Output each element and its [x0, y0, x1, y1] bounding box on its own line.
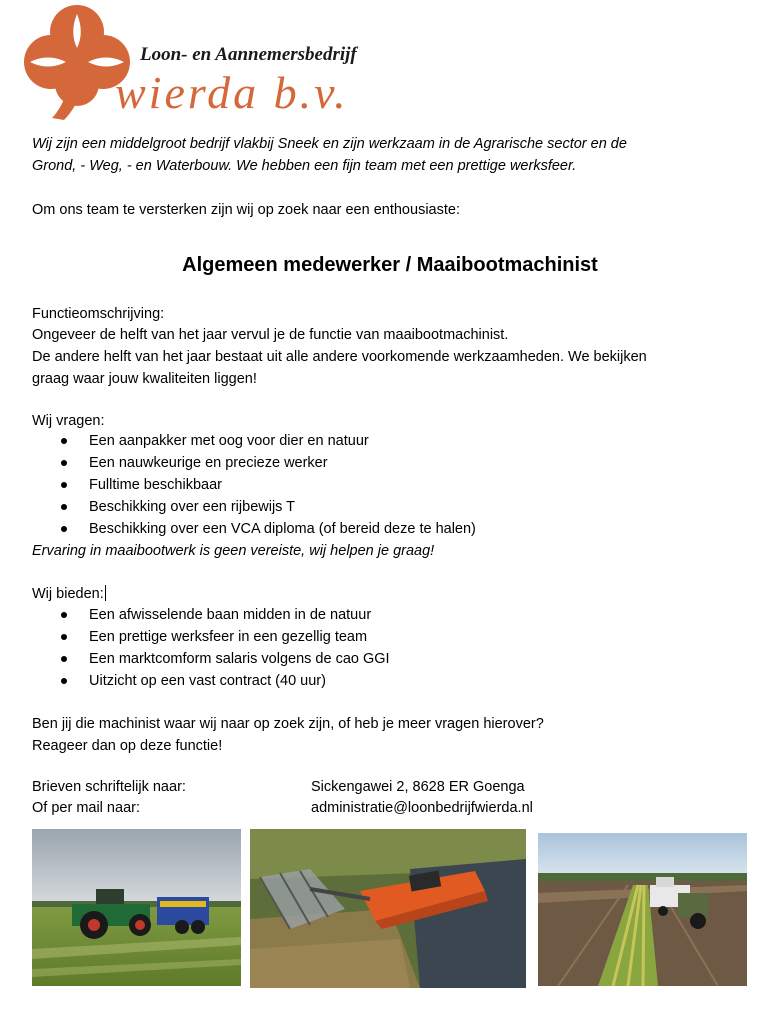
- list-item: Fulltime beschikbaar: [32, 474, 476, 496]
- description-line-1: Ongeveer de helft van het jaar vervul je de functie van maaibootmachinist.: [32, 327, 509, 343]
- list-item: Een prettige werksfeer in een gezellig team: [32, 626, 390, 648]
- list-item: Beschikking over een VCA diploma (of bereid deze te halen): [32, 518, 476, 540]
- list-item: Beschikking over een rijbewijs T: [32, 496, 476, 518]
- intro-line-2: Grond, - Weg, - en Waterbouw. We hebben een fijn team met een prettige werksfeer.: [32, 158, 577, 174]
- list-item: Een afwisselende baan midden in de natuur: [32, 604, 390, 626]
- requirements-label: Wij vragen:: [32, 413, 105, 429]
- photo-tractor-baler: [32, 829, 241, 986]
- list-item: Een aanpakker met oog voor dier en natuur: [32, 430, 476, 452]
- seeking-text: Om ons team te versterken zijn wij op zoek naar een enthousiaste:: [32, 202, 460, 218]
- email-address[interactable]: administratie@loonbedrijfwierda.nl: [311, 800, 533, 816]
- description-line-3: graag waar jouw kwaliteiten liggen!: [32, 371, 257, 387]
- text-cursor: [105, 585, 106, 601]
- email-label: Of per mail naar:: [32, 800, 140, 816]
- list-item: Een nauwkeurige en precieze werker: [32, 452, 476, 474]
- requirements-list: [32, 430, 476, 540]
- requirements-note: Ervaring in maaibootwerk is geen vereiste, wij helpen je graag!: [32, 543, 435, 559]
- company-name: wierda b.v.: [115, 67, 349, 118]
- list-item: Uitzicht op een vast contract (40 uur): [32, 670, 390, 692]
- job-title: Algemeen medewerker / Maaibootmachinist: [182, 254, 598, 276]
- description-line-2: De andere helft van het jaar bestaat uit alle andere voorkomende werkzaamheden. We bekijken: [32, 349, 647, 365]
- photo-corn-harvest: [538, 833, 747, 986]
- intro-line-1: Wij zijn een middelgroot bedrijf vlakbij Sneek en zijn werkzaam in de Agrarische sector en de: [32, 136, 627, 152]
- closing-line-2: Reageer dan op deze functie!: [32, 738, 223, 754]
- closing-line-1: Ben jij die machinist waar wij naar op zoek zijn, of heb je meer vragen hierover?: [32, 716, 544, 732]
- mail-address: Sickengawei 2, 8628 ER Goenga: [311, 779, 525, 795]
- offer-label-row: [32, 583, 106, 605]
- offer-label: Wij bieden:: [32, 586, 104, 602]
- description-label: Functieomschrijving:: [32, 306, 165, 322]
- company-tagline: Loon- en Aannemersbedrijf: [140, 44, 357, 65]
- offer-list: [32, 604, 390, 692]
- photo-mowing-boat: [250, 829, 526, 988]
- list-item: Een marktcomform salaris volgens de cao GGI: [32, 648, 390, 670]
- mail-label: Brieven schriftelijk naar:: [32, 779, 186, 795]
